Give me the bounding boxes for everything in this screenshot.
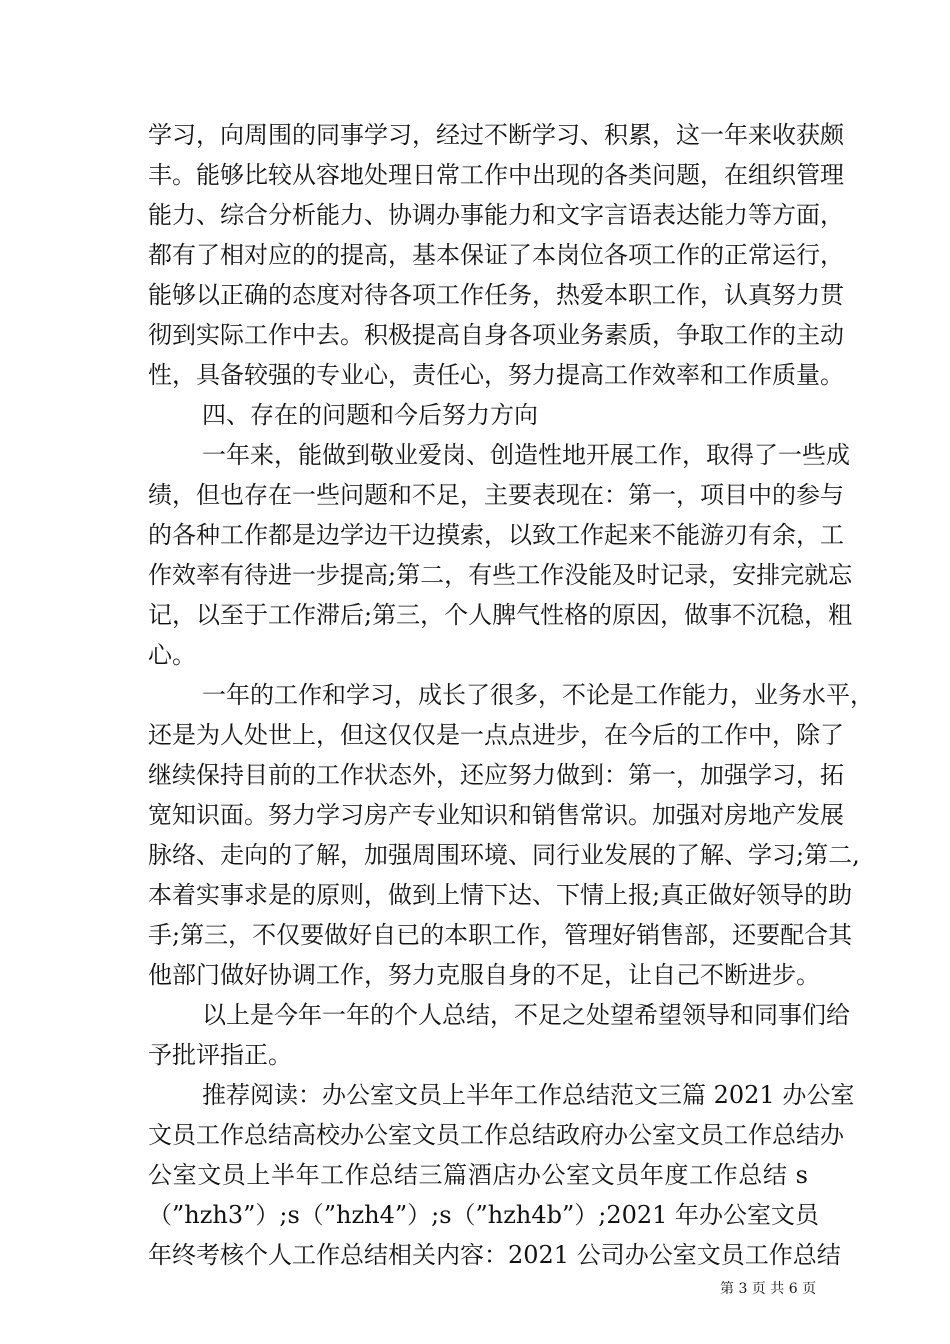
body-line: 宽知识面。努力学习房产专业知识和销售常识。加强对房地产发展	[148, 801, 844, 829]
body-line: 还是为人处世上，但这仅仅是一点点进步，在今后的工作中，除了	[148, 721, 844, 749]
body-line: 能力、综合分析能力、协调办事能力和文字言语表达能力等方面，	[148, 201, 844, 229]
body-line: 以上是今年一年的个人总结，不足之处望希望领导和同事们给	[202, 1001, 850, 1029]
body-line: 一年的工作和学习，成长了很多，不论是工作能力，业务水平，	[202, 681, 874, 709]
body-line: 绩，但也存在一些问题和不足，主要表现在：第一，项目中的参与	[148, 481, 844, 509]
body-line: 手;第三，不仅要做好自已的本职工作，管理好销售部，还要配合其	[148, 921, 853, 949]
body-line: 本着实事求是的原则，做到上情下达、下情上报;真正做好领导的助	[148, 881, 853, 909]
body-line: 文员工作总结高校办公室文员工作总结政府办公室文员工作总结办	[148, 1121, 844, 1149]
body-line: （”hzh3”）;s（”hzh4”）;s（”hzh4b”）;2021 年办公室文员	[148, 1201, 820, 1229]
section-heading: 四、存在的问题和今后努力方向	[202, 401, 538, 429]
body-line: 一年来，能做到敬业爱岗、创造性地开展工作，取得了一些成	[202, 441, 850, 469]
body-line: 性，具备较强的专业心，责任心，努力提高工作效率和工作质量。	[148, 361, 844, 389]
body-line: 予批评指正。	[148, 1041, 292, 1069]
body-line: 推荐阅读：办公室文员上半年工作总结范文三篇 2021 办公室	[202, 1081, 855, 1109]
body-line: 学习，向周围的同事学习，经过不断学习、积累，这一年来收获颇	[148, 121, 844, 149]
page-number: 第 3 页 共 6 页	[720, 1281, 817, 1297]
body-line: 脉络、走向的了解，加强周围环境、同行业发展的了解、学习;第二,	[148, 841, 860, 869]
body-line: 都有了相对应的的提高，基本保证了本岗位各项工作的正常运行，	[148, 241, 844, 269]
body-line: 彻到实际工作中去。积极提高自身各项业务素质，争取工作的主动	[148, 321, 844, 349]
body-line: 继续保持目前的工作状态外，还应努力做到：第一，加强学习，拓	[148, 761, 844, 789]
body-line: 年终考核个人工作总结相关内容：2021 公司办公室文员工作总结	[148, 1241, 841, 1269]
body-line: 能够以正确的态度对待各项工作任务，热爱本职工作，认真努力贯	[148, 281, 844, 309]
body-line: 丰。能够比较从容地处理日常工作中出现的各类问题，在组织管理	[148, 161, 844, 189]
body-line: 作效率有待进一步提高;第二，有些工作没能及时记录，安排完就忘	[148, 561, 853, 589]
body-line: 的各种工作都是边学边干边摸索，以致工作起来不能游刃有余，工	[148, 521, 844, 549]
body-line: 公室文员上半年工作总结三篇酒店办公室文员年度工作总结 s	[148, 1161, 808, 1189]
body-line: 记，以至于工作滞后;第三，个人脾气性格的原因，做事不沉稳，粗	[148, 601, 853, 629]
body-line: 他部门做好协调工作，努力克服自身的不足，让自己不断进步。	[148, 961, 820, 989]
body-line: 心。	[148, 641, 196, 669]
